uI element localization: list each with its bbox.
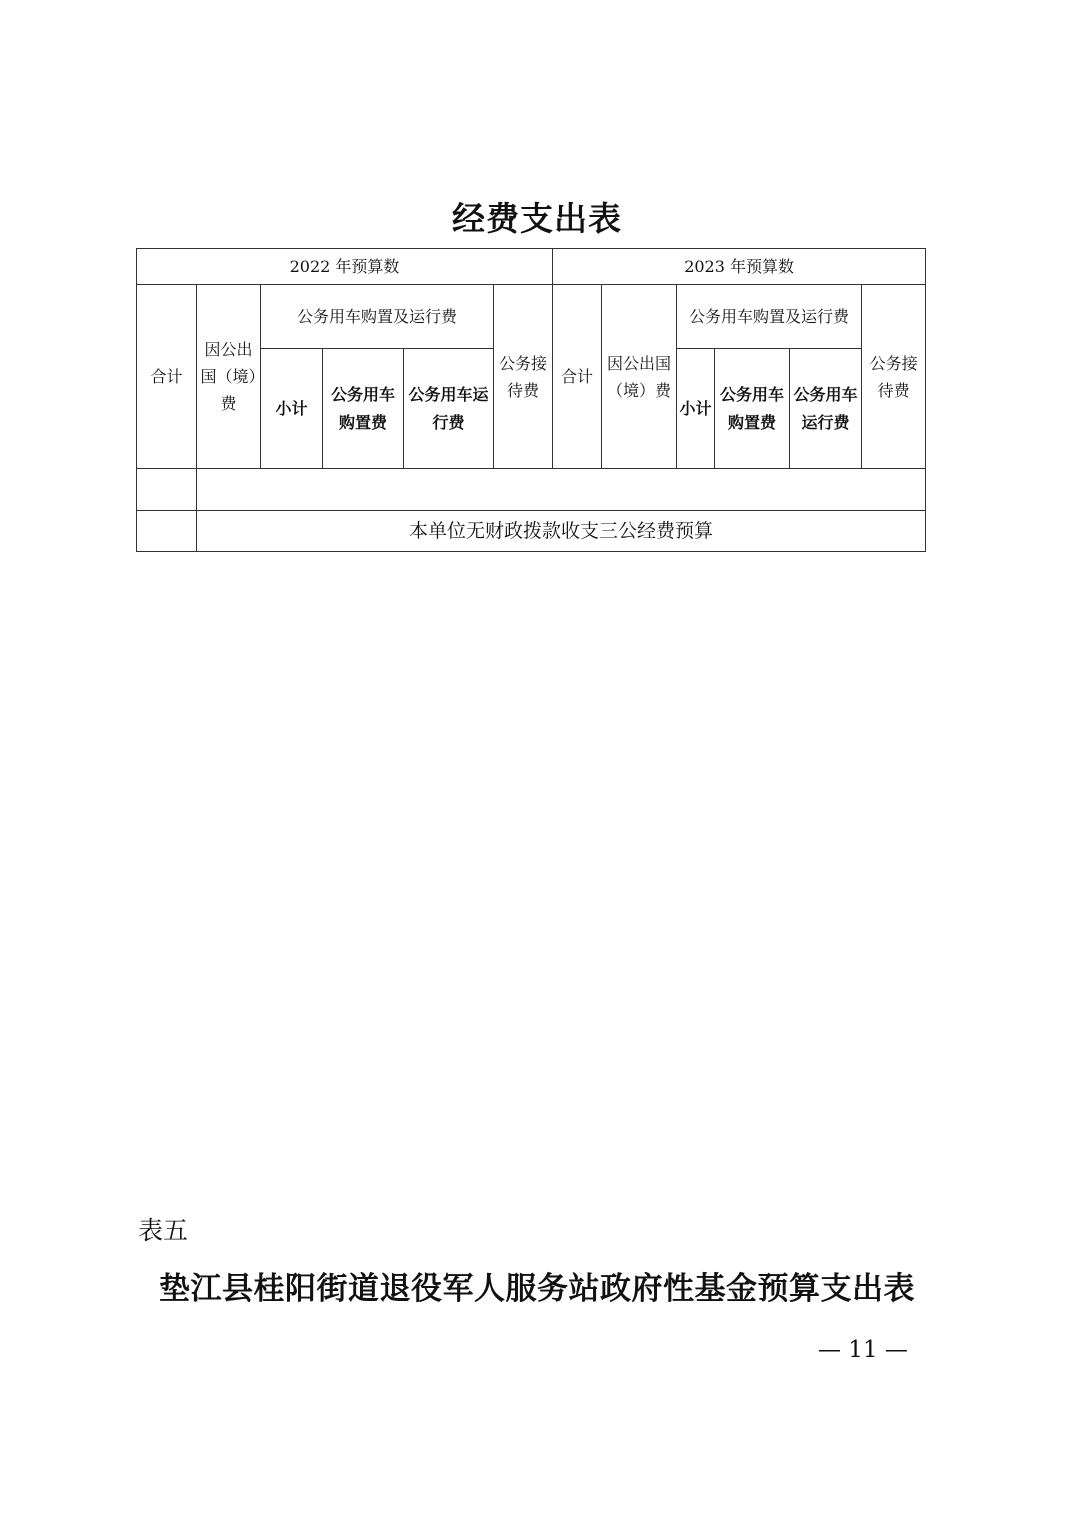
header-2022: 2022 年预算数 [137, 249, 553, 285]
reception-2022: 公务接待费 [494, 285, 553, 469]
no-budget-note: 本单位无财政拨款收支三公经费预算 [197, 511, 926, 552]
total-2023: 合计 [553, 285, 602, 469]
expense-table [136, 248, 926, 552]
purchase-2023: 公务用车购置费 [715, 349, 790, 469]
total-2022: 合计 [137, 285, 197, 469]
reception-2023: 公务接待费 [862, 285, 926, 469]
next-table-title: 垫江县桂阳街道退役军人服务站政府性基金预算支出表 [159, 1271, 915, 1307]
empty-cell [137, 469, 197, 511]
purchase-2022: 公务用车购置费 [323, 349, 404, 469]
vehicle-2023: 公务用车购置及运行费 [677, 285, 862, 349]
abroad-2022: 因公出国（境）费 [197, 285, 261, 469]
vehicle-2022: 公务用车购置及运行费 [261, 285, 494, 349]
empty-row [197, 469, 926, 511]
operation-2022: 公务用车运行费 [404, 349, 494, 469]
abroad-2023: 因公出国（境）费 [602, 285, 677, 469]
page-title: 经费支出表 [452, 199, 622, 238]
subtotal-2022: 小计 [261, 349, 323, 469]
subtotal-2023: 小计 [677, 349, 715, 469]
table-label: 表五 [138, 1216, 189, 1245]
empty-cell [137, 511, 197, 552]
operation-2023: 公务用车运行费 [790, 349, 862, 469]
header-2023: 2023 年预算数 [553, 249, 926, 285]
page-number: — 11 — [818, 1337, 908, 1363]
